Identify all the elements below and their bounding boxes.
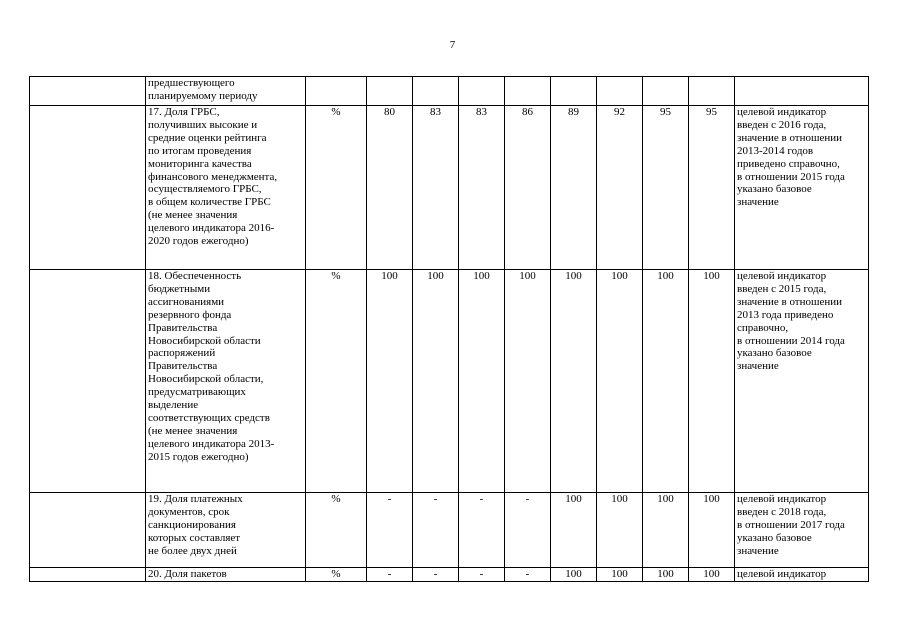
value-cell: 80 [367, 106, 413, 270]
value-cell [367, 77, 413, 106]
value-cell: 86 [505, 106, 551, 270]
value-cell: 100 [689, 493, 735, 568]
value-cell: 100 [551, 493, 597, 568]
value-cell [459, 77, 505, 106]
indicator-name-text: предшествующего планируемому периоду [148, 77, 258, 102]
value-cell: 83 [459, 106, 505, 270]
indicators-table [29, 76, 869, 582]
table-row [30, 493, 869, 568]
note-text: целевой индикатор введен с 2015 года, значение в отношении 2013 года приведено справочно, в отношении 2014 года указано базовое значение [737, 270, 845, 373]
table-row [30, 106, 869, 270]
note-text: целевой индикатор [737, 568, 827, 580]
note-text: целевой индикатор введен с 2016 года, значение в отношении 2013-2014 годов приведено справочно, в отношении 2015 года указано базовое значение [737, 106, 845, 209]
value-cell: 100 [597, 493, 643, 568]
value-cell: 100 [367, 270, 413, 493]
note-cell [735, 568, 869, 582]
indicator-name-cell [146, 568, 306, 582]
value-cell: 100 [643, 493, 689, 568]
row-section-cell [30, 568, 146, 582]
value-cell: 100 [643, 270, 689, 493]
value-cell: 100 [643, 568, 689, 582]
value-cell: 83 [413, 106, 459, 270]
indicator-name-text: 20. Доля пакетов [148, 568, 227, 580]
value-cell [597, 77, 643, 106]
indicator-name-cell [146, 77, 306, 106]
value-cell [551, 77, 597, 106]
note-cell [735, 77, 869, 106]
value-cell: 100 [689, 270, 735, 493]
value-cell: 100 [597, 270, 643, 493]
table-row [30, 77, 869, 106]
unit-cell: % [306, 106, 367, 270]
value-cell: 100 [459, 270, 505, 493]
value-cell [413, 77, 459, 106]
table-row [30, 568, 869, 582]
note-cell [735, 493, 869, 568]
value-cell: - [505, 493, 551, 568]
value-cell: 100 [505, 270, 551, 493]
note-cell [735, 270, 869, 493]
indicator-name-cell [146, 493, 306, 568]
note-cell [735, 106, 869, 270]
value-cell: - [413, 493, 459, 568]
row-section-cell [30, 493, 146, 568]
value-cell: 100 [597, 568, 643, 582]
indicator-name-cell [146, 270, 306, 493]
row-section-cell [30, 106, 146, 270]
indicator-name-text: 19. Доля платежных документов, срок санкционирования которых составляет не более двух дней [148, 493, 243, 557]
value-cell: - [367, 568, 413, 582]
value-cell: 92 [597, 106, 643, 270]
unit-cell: % [306, 493, 367, 568]
value-cell: - [459, 493, 505, 568]
indicator-name-text: 17. Доля ГРБС, получивших высокие и средние оценки рейтинга по итогам проведения мониторинга качества финансового менеджмента, осуществляемого ГРБС, в общем количестве ГРБС (не менее значения целевого индикатора 2016- 2020 годов ежегодно) [148, 106, 278, 248]
row-section-cell [30, 77, 146, 106]
value-cell: - [367, 493, 413, 568]
value-cell: - [413, 568, 459, 582]
unit-cell [306, 77, 367, 106]
unit-cell: % [306, 568, 367, 582]
page-number: 7 [449, 39, 456, 51]
value-cell: 89 [551, 106, 597, 270]
value-cell: 100 [413, 270, 459, 493]
value-cell [689, 77, 735, 106]
value-cell [505, 77, 551, 106]
value-cell: 100 [551, 270, 597, 493]
value-cell: 100 [551, 568, 597, 582]
value-cell: 95 [689, 106, 735, 270]
unit-cell: % [306, 270, 367, 493]
row-section-cell [30, 270, 146, 493]
indicator-name-text: 18. Обеспеченность бюджетными ассигнованиями резервного фонда Правительства Новосибирской области распоряжений Правительства Новосибирской области, предусматривающих выделение соответствующих средств (не менее значения целевого индикатора 2013- 2015 годов ежегодно) [148, 270, 275, 463]
value-cell [643, 77, 689, 106]
table-row [30, 270, 869, 493]
value-cell: - [505, 568, 551, 582]
value-cell: 100 [689, 568, 735, 582]
note-text: целевой индикатор введен с 2018 года, в отношении 2017 года указано базовое значение [737, 493, 845, 557]
value-cell: - [459, 568, 505, 582]
value-cell: 95 [643, 106, 689, 270]
indicator-name-cell [146, 106, 306, 270]
